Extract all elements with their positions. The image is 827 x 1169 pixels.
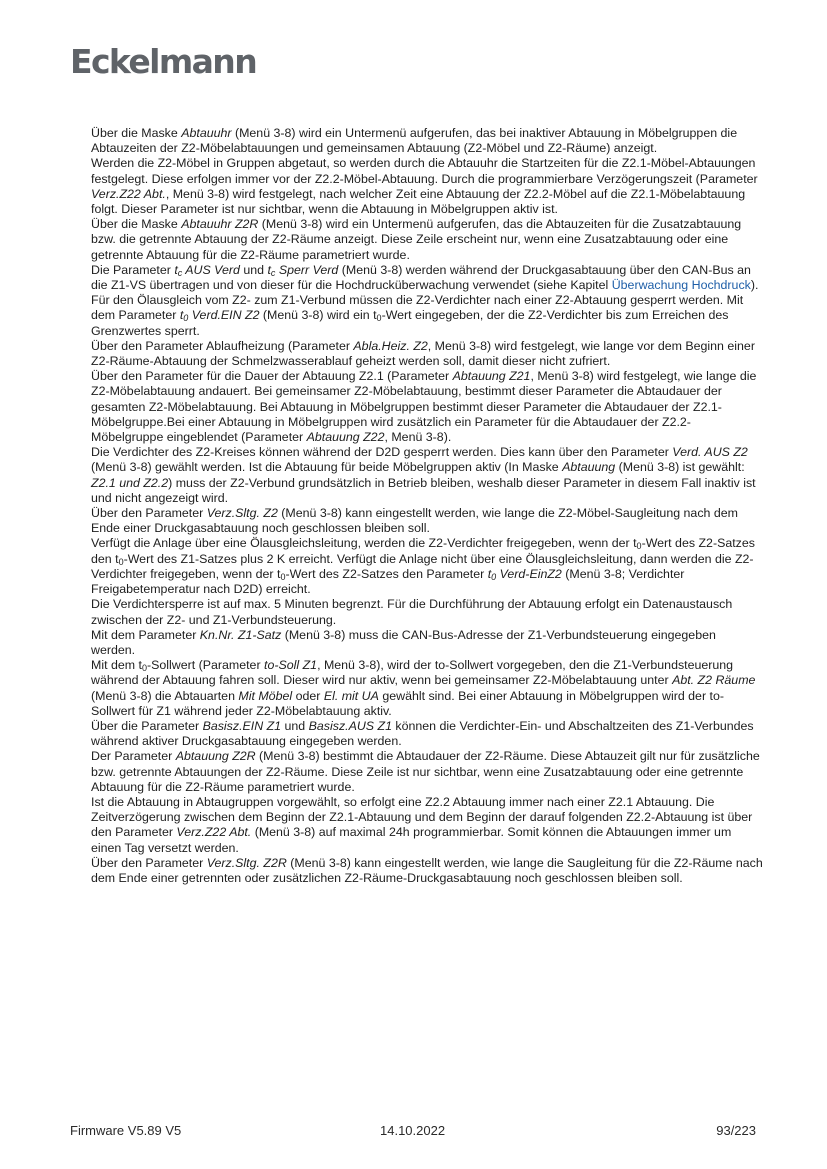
- parameter-name: Verz.Z22 Abt.: [176, 825, 252, 840]
- paragraph: [91, 339, 763, 369]
- text: Die Parameter: [91, 262, 175, 277]
- chapter-link[interactable]: Überwachung Hochdruck: [611, 278, 751, 293]
- parameter-name: Verd. AUS Z2: [672, 445, 748, 460]
- subscript: 0: [280, 571, 286, 582]
- parameter-name: [267, 263, 338, 277]
- parameter-name: Abtauuhr Z2R: [181, 217, 259, 232]
- parameter-name: Basisz.AUS Z1: [308, 718, 392, 733]
- text: (Menü 3-8) die Abtauarten: [91, 688, 239, 703]
- paragraph: [91, 749, 763, 795]
- parameter-name: [488, 567, 562, 581]
- footer-page-number: 93/223: [716, 1123, 756, 1138]
- subscript: 0: [183, 313, 189, 324]
- text: oder: [292, 688, 324, 703]
- text: Über die Maske: [91, 217, 182, 232]
- subscript: 0: [491, 571, 497, 582]
- text: Über den Parameter: [91, 855, 207, 870]
- paragraph: [91, 217, 763, 263]
- subscript: 0: [118, 556, 124, 567]
- text: Die Verdichter des Z2-Kreises können während der D2D gesperrt werden. Dies kann über den Parameter: [91, 445, 673, 460]
- text: Mit dem t: [91, 658, 142, 673]
- text: -Wert des Z2-Satzes den Parameter: [285, 566, 488, 581]
- text: (Menü 3-8) ist gewählt:: [615, 460, 745, 475]
- footer-firmware: Firmware V5.89 V5: [70, 1123, 182, 1138]
- text: können die Verdichter-Ein- und Abschaltzeiten des Z1-Verbundes während aktiver Druckgasabtauung eingegeben werden.: [91, 718, 754, 749]
- text: Die Verdichtersperre ist auf max. 5 Minuten begrenzt. Für die Durchführung der Abtauung erfolgt ein Datenaustausch zwischen der Z2- und Z1-Verbundsteuerung.: [91, 597, 733, 627]
- parameter-name: Abla.Heiz. Z2: [353, 338, 428, 353]
- parameter-name: Verz.Sltg. Z2: [206, 506, 278, 521]
- text: (Menü 3-8) muss die CAN-Bus-Adresse der Z1-Verbundsteuerung eingegeben werden.: [91, 627, 716, 657]
- subscript: 0: [376, 313, 382, 324]
- text: Über den Parameter Ablaufheizung (Parameter: [91, 338, 354, 353]
- subscript: 0: [636, 541, 642, 552]
- text: , Menü 3-8), wird der to-Sollwert vorgegeben, den die Z1-Verbundsteuerung während der Abtauung fahren soll. Dieser wird nur aktiv, wenn bei gemeinsamer Z2-Möbelabtauung unter: [91, 658, 734, 688]
- paragraph: [91, 369, 763, 445]
- paragraph: [91, 156, 763, 217]
- text: t: [487, 566, 492, 581]
- paragraph: [91, 445, 763, 506]
- text: Werden die Z2-Möbel in Gruppen abgetaut, so werden durch die Abtauuhr die Startzeiten für die Z2.1-Möbel-Abtauungen festgelegt. Diese erfolgen immer vor der Z2.2-Möbel-Abtauung. Durch die programmierbare Verzögerungszeit (Parameter: [91, 156, 758, 186]
- parameter-name: Basisz.EIN Z1: [202, 718, 282, 733]
- text: -Wert eingegeben, der die Z2-Verdichter bis zum Erreichen des Grenzwertes sperrt.: [91, 308, 729, 338]
- text: (Menü 3-8) wird ein Untermenü aufgerufen, das die Abtauzeiten für die Zusatzabtauung bzw. die getrennte Abtauung der Z2-Räume anzeigt. Diese Zeile erscheint nur, wenn eine Zusatzabtauung oder eine getrennte Abtauung für die Z2-Räume parametriert wurde.: [91, 217, 742, 262]
- paragraph: [91, 263, 763, 293]
- text: Verd-EinZ2: [496, 566, 562, 581]
- text: ).: [750, 278, 759, 293]
- text: , Menü 3-8) wird festgelegt, wie lange die Z2-Möbelabtauung andauert. Bei gemeinsamer Z2-Möbelabtauung, bestimmt dieser Parameter die Abtaudauer der gesamten Z2-Möbelabtauung. Bei Abtauung in Möbelgruppen bestimmt dieser Parameter die Abtaudauer der Z2.1-Möbelgruppe.Bei einer Abtauung in Möbelgruppen wird zusätzlich ein Parameter für die Abtaudauer der Z2.2-Möbelgruppe eingeblendet (Parameter: [91, 369, 757, 445]
- parameter-name: Abtauuhr: [181, 126, 232, 140]
- text: Der Parameter: [91, 749, 176, 764]
- text: Ist die Abtauung in Abtaugruppen vorgewählt, so erfolgt eine Z2.2 Abtauung immer nach einer Z2.1 Abtauung. Die Zeitverzögerung zwischen dem Beginn der Z2.1-Abtauung und dem Beginn der darauf folgenden Z2.2-Abtauung ist über den Parameter: [91, 794, 753, 840]
- mask-name: Abtauung: [562, 460, 616, 475]
- parameter-name: Abtauung Z22: [306, 430, 385, 445]
- text: Über die Maske: [91, 126, 182, 140]
- option-name: Z2.1 und Z2.2: [91, 475, 169, 490]
- text: Verfügt die Anlage über eine Ölausgleichsleitung, werden die Z2-Verdichter freigegeben, wenn der t: [91, 536, 637, 551]
- text: t: [174, 262, 178, 277]
- option-name: Mit Möbel: [238, 688, 293, 703]
- text: Verd.EIN Z2: [188, 308, 260, 323]
- text: -Sollwert (Parameter: [146, 658, 265, 673]
- text: (Menü 3-8) bestimmt die Abtaudauer der Z2-Räume. Diese Abtauzeit gilt nur für zusätzliche bzw. getrennte Abtauungen der Z2-Räume. Diese Zeile ist nur sichtbar, wenn eine Zusatzabtauung oder eine getrennte Abtauung für die Z2-Räume parametriert wurde.: [91, 749, 760, 794]
- paragraph: [91, 628, 763, 658]
- text: Mit dem Parameter: [91, 627, 200, 642]
- text: -Wert des Z2-Satzes den t: [91, 536, 755, 566]
- text: (Menü 3-8) wird ein t: [259, 308, 377, 323]
- parameter-name: Abtauung Z2R: [175, 749, 256, 764]
- paragraph: [91, 795, 763, 856]
- paragraph: [91, 658, 763, 719]
- text: , Menü 3-8) wird festgelegt, wie lange vor dem Beginn einer Z2-Räume-Abtauung der Schmelzwasserablauf geheizt werden soll, damit dieser nicht zufriert.: [91, 338, 755, 369]
- text: (Menü 3-8) gewählt werden. Ist die Abtauung für beide Möbelgruppen aktiv (In Maske: [91, 460, 563, 475]
- text: und: [239, 262, 268, 277]
- text: (Menü 3-8) auf maximal 24h programmierbar. Somit können die Abtauungen immer um einen Tag versetzt werden.: [91, 825, 732, 855]
- text: (Menü 3-8) wird ein Untermenü aufgerufen, das bei inaktiver Abtauung in Möbelgruppen die Abtauzeiten der Z2-Möbelabtauungen und gemeinsamen Abtauung (Z2-Möbel und Z2-Räume) anzeigt.: [91, 126, 738, 156]
- text: t: [179, 308, 184, 323]
- text: -Wert des Z1-Satzes plus 2 K erreicht. Verfügt die Anlage nicht über eine Ölausgleichsleitung, dann werden die Z2-Verdichter freigegeben, wenn der t: [91, 551, 754, 581]
- text: , Menü 3-8).: [384, 430, 452, 445]
- text: AUS Verd: [182, 262, 240, 277]
- paragraph: [91, 506, 763, 536]
- parameter-name: [180, 308, 260, 322]
- text: Über den Parameter für die Dauer der Abtauung Z2.1 (Parameter: [91, 369, 453, 384]
- text: (Menü 3-8; Verdichter Freigabetemperatur nach D2D) erreicht.: [91, 566, 685, 597]
- footer-date: 14.10.2022: [380, 1123, 446, 1138]
- parameter-name: to-Soll Z1: [264, 658, 318, 673]
- paragraph: [91, 293, 763, 339]
- text: Über die Parameter: [91, 718, 203, 733]
- text: Für den Ölausgleich vom Z2- zum Z1-Verbund müssen die Z2-Verdichter nach einer Z2-Abtauung gesperrt werden. Mit dem Parameter: [91, 293, 744, 323]
- parameter-name: Kn.Nr. Z1-Satz: [199, 627, 282, 642]
- option-name: El. mit UA: [323, 688, 379, 703]
- parameter-name: Verz.Sltg. Z2R: [206, 855, 287, 870]
- paragraph: [91, 597, 763, 627]
- text: t: [267, 262, 271, 277]
- paragraph: [91, 719, 763, 749]
- parameter-name: Verz.Z22 Abt.: [91, 186, 166, 201]
- text: Über den Parameter: [91, 506, 207, 521]
- text: (Menü 3-8) kann eingestellt werden, wie lange die Z2-Möbel-Saugleitung nach dem Ende einer Druckgasabtauung noch geschlossen bleiben soll.: [91, 506, 738, 536]
- body-text: [91, 126, 763, 886]
- subscript: c: [177, 267, 183, 278]
- text: Sperr Verd: [275, 262, 339, 277]
- company-logo: Eckelmann: [70, 42, 257, 81]
- paragraph: [91, 856, 763, 886]
- parameter-name: [174, 263, 240, 277]
- text: gewählt sind. Bei einer Abtauung in Möbelgruppen wird der to-Sollwert für Z1 während jeder Z2-Möbelabtauung aktiv.: [91, 688, 724, 718]
- subscript: 0: [141, 663, 147, 674]
- paragraph: [91, 536, 763, 597]
- text: und: [281, 718, 309, 733]
- text: , Menü 3-8) wird festgelegt, nach welcher Zeit eine Abtauung der Z2.2-Möbel auf die Z2.1-Möbelabtauung folgt. Dieser Parameter ist nur sichtbar, wenn die Abtauung in Möbelgruppen aktiv ist.: [91, 186, 746, 217]
- parameter-name: Abtauung Z21: [452, 369, 531, 384]
- text: (Menü 3-8) kann eingestellt werden, wie lange die Saugleitung für die Z2-Räume nach dem Ende einer getrennten oder zusätzlichen Z2-Räume-Druckgasabtauung noch geschlossen bleiben soll.: [91, 855, 763, 885]
- text: (Menü 3-8) werden während der Druckgasabtauung über den CAN-Bus an die Z1-VS übertragen und von dieser für die Hochdrucküberwachung verwendet (siehe Kapitel: [91, 262, 751, 293]
- text: ) muss der Z2-Verbund grundsätzlich in Betrieb bleiben, weshalb dieser Parameter in diesem Fall inaktiv ist und nicht angezeigt wird.: [91, 475, 756, 505]
- paragraph: [91, 126, 763, 156]
- parameter-name: Abt. Z2 Räume: [672, 673, 756, 688]
- subscript: c: [270, 267, 276, 278]
